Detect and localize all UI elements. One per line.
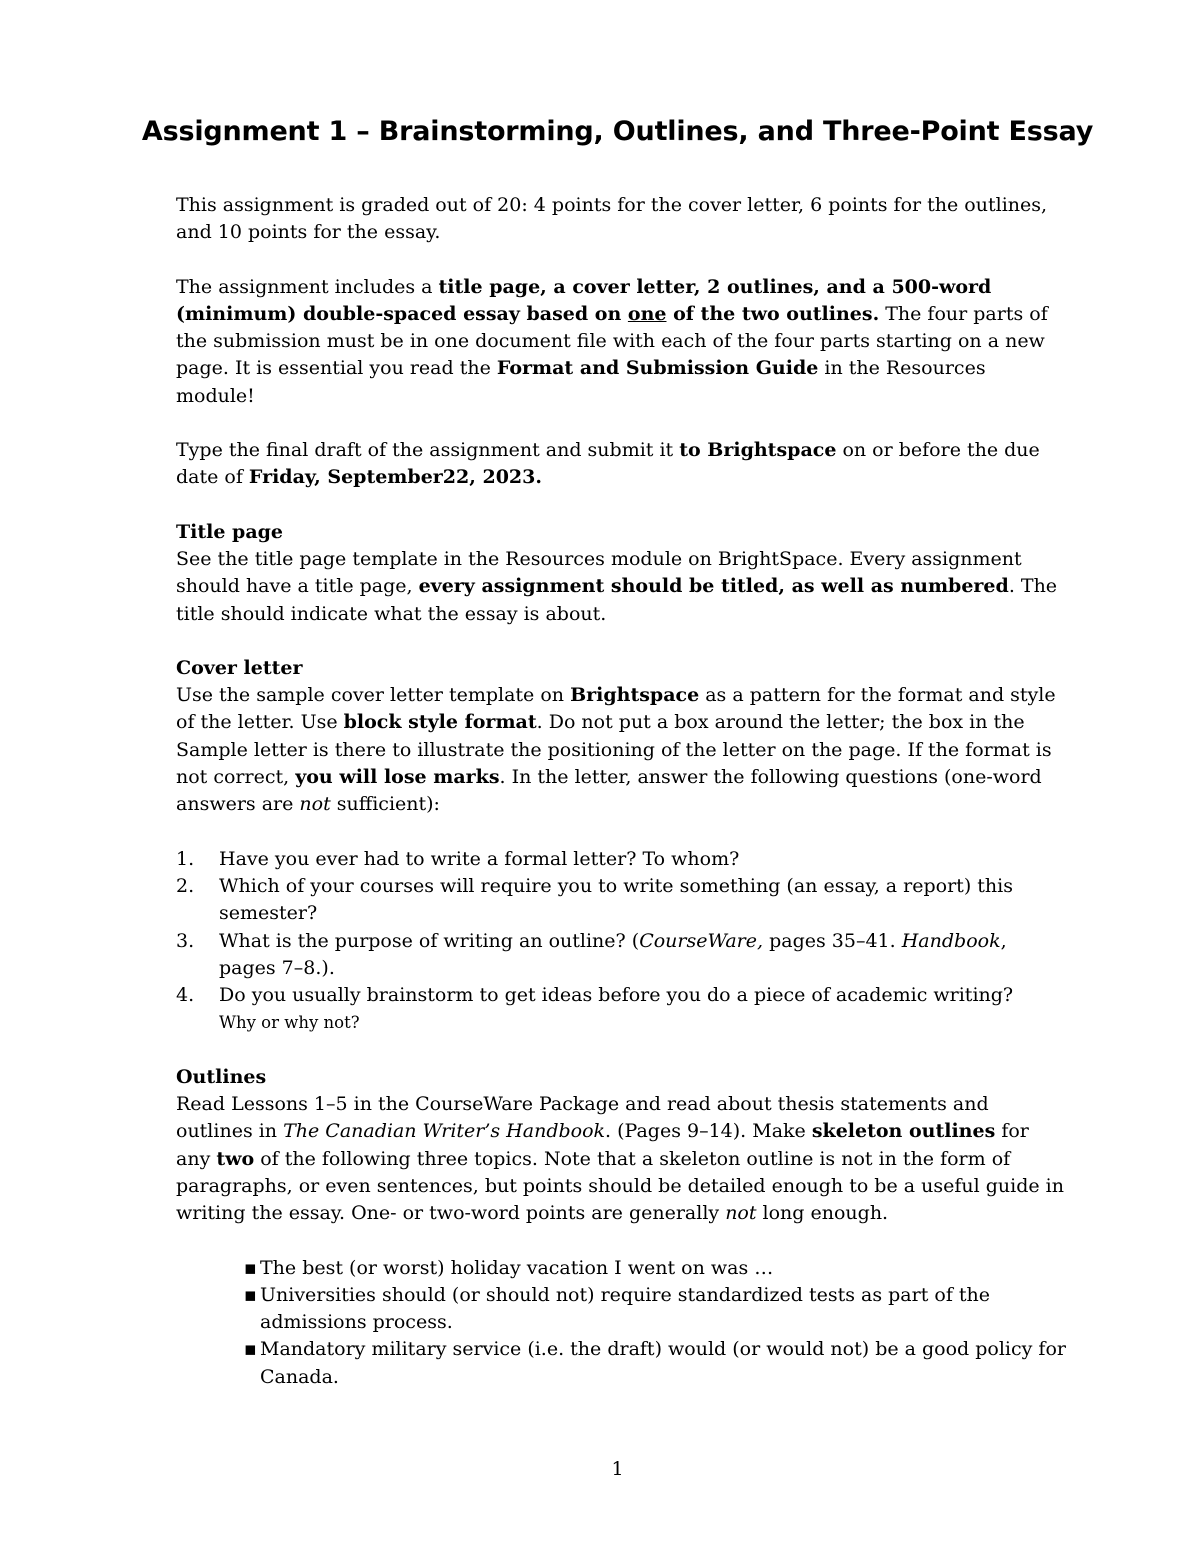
bold-run: Format and Submission Guide	[496, 357, 819, 380]
question-text-small: Why or why not?	[219, 1013, 360, 1033]
question-text: Do you usually brainstorm to get ideas before you do a piece of academic writing?	[219, 984, 1014, 1007]
list-item	[176, 846, 1066, 873]
text-run: on or before the due date of	[176, 439, 1040, 489]
questions-list	[176, 846, 1066, 1037]
title-page-heading: Title page	[176, 520, 284, 543]
bold-run: to Brightspace	[679, 439, 837, 462]
topic-text: The best (or worst) holiday vacation I went on was …	[260, 1256, 774, 1279]
underlined-emphasis: one	[627, 302, 667, 325]
text-run: in the Resources module!	[176, 357, 986, 407]
page-number: 1	[611, 1458, 624, 1480]
topic-text: Universities should (or should not) require standardized tests as part of the admissions process.	[260, 1283, 991, 1334]
text-run: The assignment includes a	[176, 275, 439, 298]
list-item	[176, 1336, 1066, 1391]
text-run: The four parts of the submission must be in one document file with each of the four parts starting on a new page. It is essential you read the	[176, 302, 1048, 380]
text-run: Use the sample cover letter template on	[176, 684, 571, 707]
text-run: of the following three topics. Note that a skeleton outline is not in the form of paragraphs, or even sentences, but points should be detailed enough to be a useful guide in writing the essay. One- or two-word points are generally	[176, 1147, 1064, 1225]
bold-run: Brightspace	[570, 684, 700, 707]
outlines-paragraph	[176, 1091, 1066, 1227]
italic-run: not	[299, 793, 331, 816]
includes-paragraph	[176, 274, 1066, 410]
text-run: . In the letter, answer the following questions (one-word answers are	[176, 766, 1042, 816]
outlines-heading: Outlines	[176, 1065, 267, 1088]
bullet-icon: ▪	[244, 1283, 257, 1306]
text-run: See the title page template in the Resources module on BrightSpace. Every assignment should have a title page,	[176, 547, 1022, 598]
text-run: long enough.	[756, 1202, 889, 1225]
list-item	[176, 982, 1066, 1037]
text-run: . (Pages 9–14). Make	[605, 1120, 812, 1143]
list-item	[176, 1282, 1066, 1337]
italic-run: not	[725, 1202, 757, 1225]
text-run: Type the final draft of the assignment and submit it	[176, 439, 680, 462]
question-text: , pages 7–8.).	[219, 929, 1007, 979]
list-number: 1.	[176, 847, 195, 870]
page-title: Assignment 1 – Brainstorming, Outlines, and Three-Point Essay	[141, 116, 1094, 147]
text-run: for any	[176, 1120, 1029, 1170]
bold-run: skeleton outlines	[811, 1120, 996, 1143]
topics-list	[176, 1255, 1066, 1391]
text-run: . The title should indicate what the essay is about.	[176, 575, 1058, 625]
list-number: 2.	[176, 874, 195, 897]
bold-run: every assignment should be titled, as well as numbered	[418, 575, 1009, 598]
submit-paragraph	[176, 437, 1066, 492]
text-run: . Do not put a box around the letter; the box in the Sample letter is there to illustrate the positioning of the letter on the page. If the format is not correct,	[176, 711, 1052, 789]
bullet-icon: ▪	[244, 1256, 257, 1279]
text-run: Read Lessons 1–5 in the CourseWare Package and read about thesis statements and outlines in	[176, 1093, 989, 1143]
book-title: The Canadian Writer’s Handbook	[283, 1120, 606, 1143]
bullet-icon: ▪	[244, 1338, 257, 1361]
title-page-paragraph	[176, 546, 1066, 628]
cover-letter-heading: Cover letter	[176, 656, 303, 679]
topic-text: Mandatory military service (i.e. the draft) would (or would not) be a good policy for Canada.	[260, 1338, 1066, 1388]
question-text: pages 35–41.	[763, 929, 902, 952]
question-text: What is the purpose of writing an outline? (	[219, 929, 640, 952]
italic-run: Handbook	[901, 929, 1001, 952]
list-item	[176, 928, 1066, 983]
question-text: Which of your courses will require you to write something (an essay, a report) this semester?	[219, 874, 1013, 925]
question-text: Have you ever had to write a formal letter? To whom?	[219, 847, 740, 870]
list-item	[176, 1255, 1066, 1282]
list-number: 4.	[176, 984, 195, 1007]
grading-paragraph: This assignment is graded out of 20: 4 points for the cover letter, 6 points for the outlines, and 10 points for the essay.	[176, 194, 1048, 244]
list-number: 3.	[176, 929, 195, 952]
text-run: as a pattern for the format and style of the letter. Use	[176, 684, 1056, 734]
list-item	[176, 873, 1066, 928]
due-date: Friday, September22, 2023.	[248, 466, 542, 489]
bold-run: you will lose marks	[295, 766, 500, 789]
bold-run: of the two outlines.	[666, 302, 880, 325]
bold-run: title page, a cover letter, 2 outlines, and a 500-word (minimum) double-spaced essay based on	[176, 275, 992, 325]
text-run: sufficient):	[330, 793, 440, 816]
cover-letter-paragraph	[176, 682, 1066, 818]
document-body	[176, 192, 1066, 1391]
bold-run: block style format	[343, 711, 537, 734]
italic-run: CourseWare,	[639, 929, 764, 952]
bold-run: two	[216, 1147, 255, 1170]
